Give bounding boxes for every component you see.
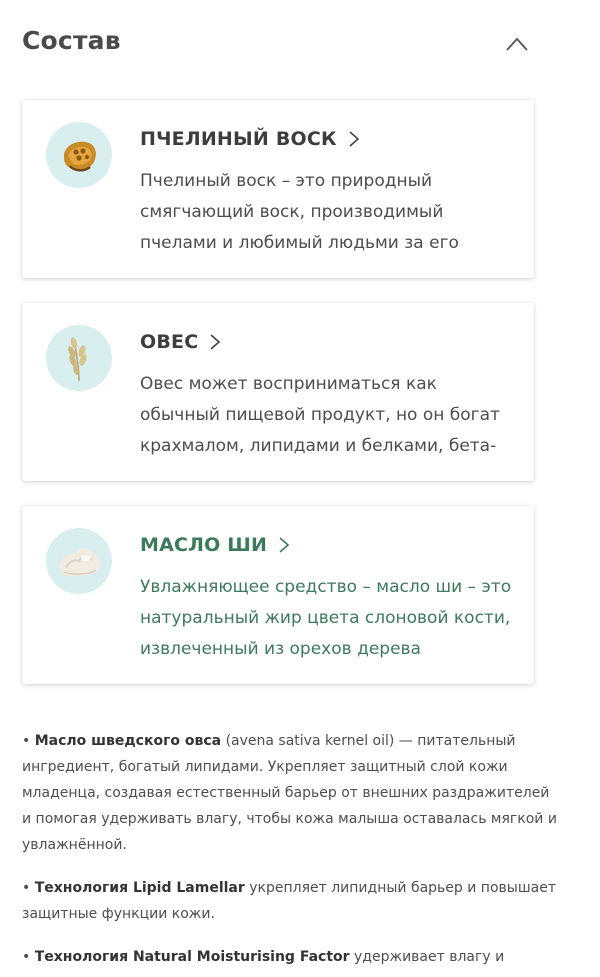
section-title: Состав: [22, 26, 121, 55]
ingredient-title-row: [140, 331, 222, 353]
section-header: [22, 26, 532, 66]
ingredient-title-row: [140, 128, 361, 150]
detail-paragraph: [22, 728, 562, 858]
ingredient-card-oat[interactable]: [22, 303, 534, 481]
ingredient-description: Овес может восприниматься как обычный пищевой продукт, но он богат крахмалом, липидами и белками, бета-: [140, 374, 500, 456]
chevron-right-icon: [347, 129, 361, 149]
ingredient-image: [46, 325, 112, 391]
chevron-up-icon: [502, 30, 532, 60]
ingredient-title: МАСЛО ШИ: [140, 534, 268, 556]
ingredient-card-shea-butter[interactable]: [22, 506, 534, 684]
detail-bold-term: Технология Natural Moisturising Factor: [34, 949, 350, 965]
detail-text: укрепляет липидный барьер и повышает защитные функции кожи.: [22, 880, 556, 922]
ingredient-title-row: [140, 534, 291, 556]
detail-text: удерживает влагу и: [349, 949, 505, 965]
ingredient-image: [46, 528, 112, 594]
ingredient-description: Увлажняющее средство – масло ши – это натуральный жир цвета слоновой кости, извлеченный из орехов дерева: [140, 577, 512, 659]
ingredient-image: [46, 122, 112, 188]
oat-icon: [46, 325, 112, 391]
detail-bold-term: Масло шведского овса: [34, 733, 222, 749]
detail-paragraph: [22, 944, 562, 970]
chevron-right-icon: [277, 535, 291, 555]
collapse-button[interactable]: [502, 30, 532, 60]
ingredient-card-beeswax[interactable]: [22, 100, 534, 278]
bullet: •: [22, 949, 31, 965]
bullet: •: [22, 733, 31, 749]
ingredient-description: Пчелиный воск – это природный смягчающий воск, производимый пчелами и любимый людьми за его: [140, 171, 459, 253]
shea-butter-icon: [46, 528, 112, 594]
detail-bold-term: Технология Lipid Lamellar: [34, 880, 245, 896]
detail-paragraph: [22, 875, 562, 927]
chevron-right-icon: [208, 332, 222, 352]
detail-text: (avena sativa kernel oil) — питательный ингредиент, богатый липидами. Укрепляет защитный слой кожи младенца, создавая естественный барьер от внешних раздражителей и помогая удерживать влагу, чтобы кожа малыша оставалась мягкой и увлажнённой.: [22, 733, 557, 853]
beeswax-icon: [46, 122, 112, 188]
ingredient-title: ПЧЕЛИНЫЙ ВОСК: [140, 128, 337, 150]
bullet: •: [22, 880, 31, 896]
ingredient-title: ОВЕС: [140, 331, 199, 353]
